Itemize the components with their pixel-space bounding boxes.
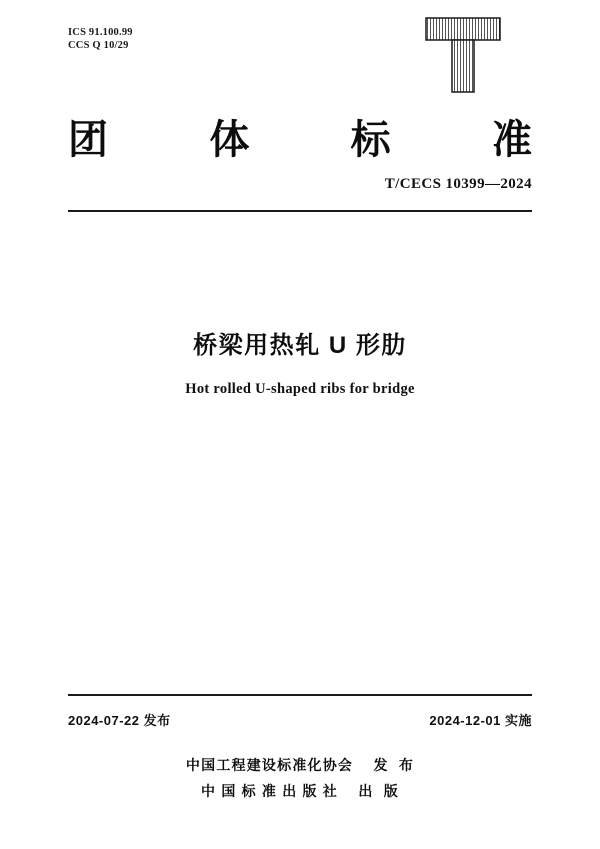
ics-code: ICS 91.100.99 bbox=[68, 27, 133, 38]
header-divider bbox=[68, 210, 532, 212]
title-char-4: 准 bbox=[491, 117, 532, 162]
title-char-3: 标 bbox=[350, 117, 391, 162]
effective-date: 2024-12-01 实施 bbox=[429, 713, 532, 728]
standard-number: T/CECS 10399—2024 bbox=[384, 176, 532, 192]
footer-divider bbox=[68, 694, 532, 696]
classification-codes bbox=[68, 26, 133, 52]
document-title-chinese: 桥梁用热轧 U 形肋 bbox=[193, 332, 407, 359]
publisher-press: 中 国 标 准 出 版 社 出 版 bbox=[201, 783, 399, 799]
issue-date: 2024-07-22 发布 bbox=[68, 713, 171, 728]
publisher-block bbox=[0, 752, 600, 804]
standard-t-logo-icon bbox=[424, 16, 502, 94]
publisher-association: 中国工程建设标准化协会 发 布 bbox=[185, 757, 415, 773]
title-char-1: 团 bbox=[68, 117, 108, 162]
title-char-2: 体 bbox=[209, 117, 250, 162]
ccs-code: CCS Q 10/29 bbox=[68, 40, 129, 51]
document-title-english: Hot rolled U-shaped ribs for bridge bbox=[185, 381, 415, 397]
page-title bbox=[68, 108, 532, 164]
